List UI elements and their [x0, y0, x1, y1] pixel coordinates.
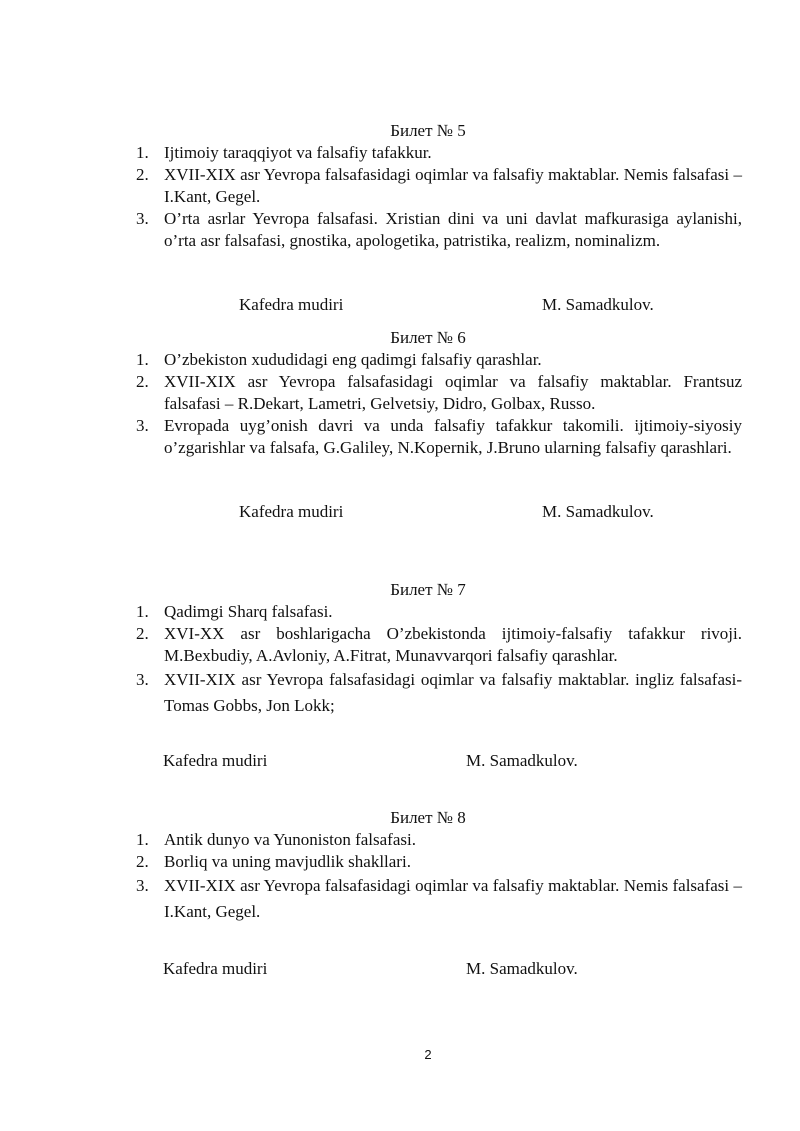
list-item — [136, 164, 742, 208]
signature-label: Kafedra mudiri — [239, 502, 344, 521]
list-item — [136, 142, 742, 164]
question-list — [136, 829, 742, 925]
item-text: Ijtimoiy taraqqiyot va falsafiy tafakkur. — [164, 143, 432, 162]
page-number: 2 — [424, 1047, 432, 1062]
list-item — [136, 829, 742, 851]
item-text: Borliq va uning mavjudlik shakllari. — [164, 852, 411, 871]
item-number: 1. — [136, 143, 149, 162]
item-text: Qadimgi Sharq falsafasi. — [164, 602, 333, 621]
item-text: Antik dunyo va Yunoniston falsafasi. — [164, 830, 416, 849]
ticket-title: Билет № 6 — [390, 328, 466, 347]
question-list — [136, 142, 742, 252]
list-item — [136, 601, 742, 623]
question-list — [136, 349, 742, 459]
item-number: 1. — [136, 350, 149, 369]
signature-label: Kafedra mudiri — [163, 751, 268, 770]
signature-name: M. Samadkulov. — [466, 751, 578, 770]
item-number: 2. — [136, 165, 149, 184]
item-text: XVII-XIX asr Yevropa falsafasidagi oqimlar va falsafiy maktablar. Nemis falsafasi – I.Kant, Gegel. — [164, 165, 742, 206]
item-text: O’zbekiston xududidagi eng qadimgi falsafiy qarashlar. — [164, 350, 542, 369]
item-text: XVII-XIX asr Yevropa falsafasidagi oqimlar va falsafiy maktablar. Nemis falsafasi – I.Kant, Gegel. — [164, 876, 742, 921]
item-number: 3. — [136, 876, 149, 895]
item-number: 2. — [136, 372, 149, 391]
signature-label: Kafedra mudiri — [239, 295, 344, 314]
list-item — [136, 667, 742, 719]
list-item — [136, 623, 742, 667]
item-text: XVII-XIX asr Yevropa falsafasidagi oqimlar va falsafiy maktablar. Frantsuz falsafasi – R.Dekart, Lametri, Gelvetsiy, Didro, Golbax, Russo. — [164, 372, 742, 413]
item-text: XVI-XX asr boshlarigacha O’zbekistonda ijtimoiy-falsafiy tafakkur rivoji. M.Bexbudiy, A.Avloniy, A.Fitrat, Munavvarqori falsafiy qarashlar. — [164, 624, 742, 665]
list-item — [136, 873, 742, 925]
ticket-title: Билет № 7 — [390, 580, 466, 599]
item-number: 3. — [136, 209, 149, 228]
signature-name: M. Samadkulov. — [542, 295, 654, 314]
item-text: XVII-XIX asr Yevropa falsafasidagi oqimlar va falsafiy maktablar. ingliz falsafasi-Tomas Gobbs, Jon Lokk; — [164, 670, 742, 715]
ticket-title: Билет № 5 — [390, 121, 466, 140]
list-item — [136, 415, 742, 459]
item-number: 2. — [136, 624, 149, 643]
signature-name: M. Samadkulov. — [466, 959, 578, 978]
ticket-title: Билет № 8 — [390, 808, 466, 827]
signature-name: M. Samadkulov. — [542, 502, 654, 521]
item-text: O’rta asrlar Yevropa falsafasi. Xristian dini va uni davlat mafkurasiga aylanishi, o’rta asr falsafasi, gnostika, apologetika, patristika, realizm, nominalizm. — [164, 209, 742, 250]
list-item — [136, 349, 742, 371]
question-list — [136, 601, 742, 719]
signature-label: Kafedra mudiri — [163, 959, 268, 978]
item-number: 3. — [136, 416, 149, 435]
item-number: 3. — [136, 670, 149, 689]
item-text: Evropada uyg’onish davri va unda falsafiy tafakkur takomili. ijtimoiy-siyosiy o’zgarishlar va falsafa, G.Galiley, N.Kopernik, J.Bruno ularning falsafiy qarashlari. — [164, 416, 742, 457]
item-number: 1. — [136, 830, 149, 849]
list-item — [136, 371, 742, 415]
item-number: 2. — [136, 852, 149, 871]
list-item — [136, 208, 742, 252]
list-item — [136, 851, 742, 873]
item-number: 1. — [136, 602, 149, 621]
